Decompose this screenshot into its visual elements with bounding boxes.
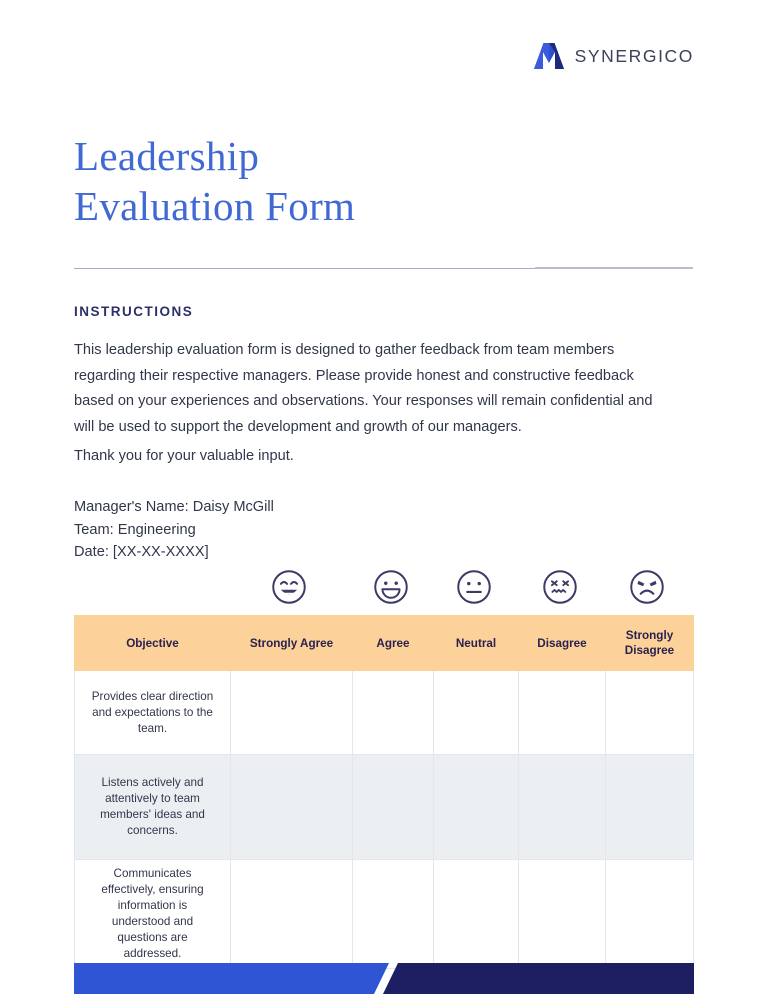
rating-face-row [228, 566, 690, 608]
rating-cell-strongly-disagree[interactable] [606, 671, 694, 755]
rating-cell-agree[interactable] [353, 755, 434, 860]
rating-cell-agree[interactable] [353, 860, 434, 969]
brand-name: SYNERGICO [574, 45, 694, 66]
title-divider-accent [535, 267, 693, 269]
title-line-2: Evaluation Form [74, 183, 356, 229]
instructions-heading: INSTRUCTIONS [74, 304, 194, 319]
rating-cell-strongly-agree[interactable] [231, 671, 353, 755]
confounded-face-icon [516, 566, 603, 608]
rating-cell-strongly-disagree[interactable] [606, 755, 694, 860]
page-title [74, 131, 634, 231]
grinning-face-icon [350, 566, 431, 608]
form-date: Date: [XX-XX-XXXX] [74, 544, 209, 560]
rating-cell-neutral[interactable] [434, 860, 519, 969]
rating-cell-disagree[interactable] [519, 755, 606, 860]
rating-cell-strongly-agree[interactable] [231, 755, 353, 860]
column-header-objective: Objective [75, 616, 231, 671]
rating-cell-neutral[interactable] [434, 671, 519, 755]
table-row [75, 755, 694, 860]
rating-cell-neutral[interactable] [434, 755, 519, 860]
rating-table [74, 615, 694, 969]
column-header-strongly-disagree: Strongly Disagree [606, 616, 694, 671]
title-line-1: Leadership [74, 133, 260, 179]
thank-you-text: Thank you for your valuable input. [74, 448, 294, 464]
table-row [75, 671, 694, 755]
footer-left-shape [74, 963, 389, 994]
instructions-body: This leadership evaluation form is designed to gather feedback from team members regarding their respective managers. Please provide honest and constructive feedback based on your experiences and observations. Your responses will remain confidential and will be used to support the development and growth of our managers. [74, 342, 653, 435]
table-header-row [75, 616, 694, 671]
neutral-face-icon [431, 566, 516, 608]
objective-text: Listens actively and attentively to team members' ideas and concerns. [75, 755, 231, 860]
column-header-neutral: Neutral [434, 616, 519, 671]
rating-cell-strongly-agree[interactable] [231, 860, 353, 969]
objective-text: Provides clear direction and expectations to the team. [75, 671, 231, 755]
footer-right-shape [383, 963, 694, 994]
rating-cell-disagree[interactable] [519, 671, 606, 755]
column-header-agree: Agree [353, 616, 434, 671]
form-meta [74, 496, 274, 564]
column-header-disagree: Disagree [519, 616, 606, 671]
objective-text: Communicates effectively, ensuring information is understood and questions are addressed. [75, 860, 231, 969]
team-name: Team: Engineering [74, 521, 196, 538]
table-row [75, 860, 694, 969]
manager-name: Manager's Name: Daisy McGill [74, 499, 274, 515]
angry-face-icon [603, 566, 690, 608]
brand-logo [534, 43, 694, 69]
rating-cell-disagree[interactable] [519, 860, 606, 969]
column-header-strongly-agree: Strongly Agree [231, 616, 353, 671]
grinning-smiling-eyes-face-icon [228, 566, 350, 608]
rating-cell-strongly-disagree[interactable] [606, 860, 694, 969]
footer-banner [0, 958, 768, 994]
rating-cell-agree[interactable] [353, 671, 434, 755]
mountain-logo-icon [534, 43, 564, 69]
